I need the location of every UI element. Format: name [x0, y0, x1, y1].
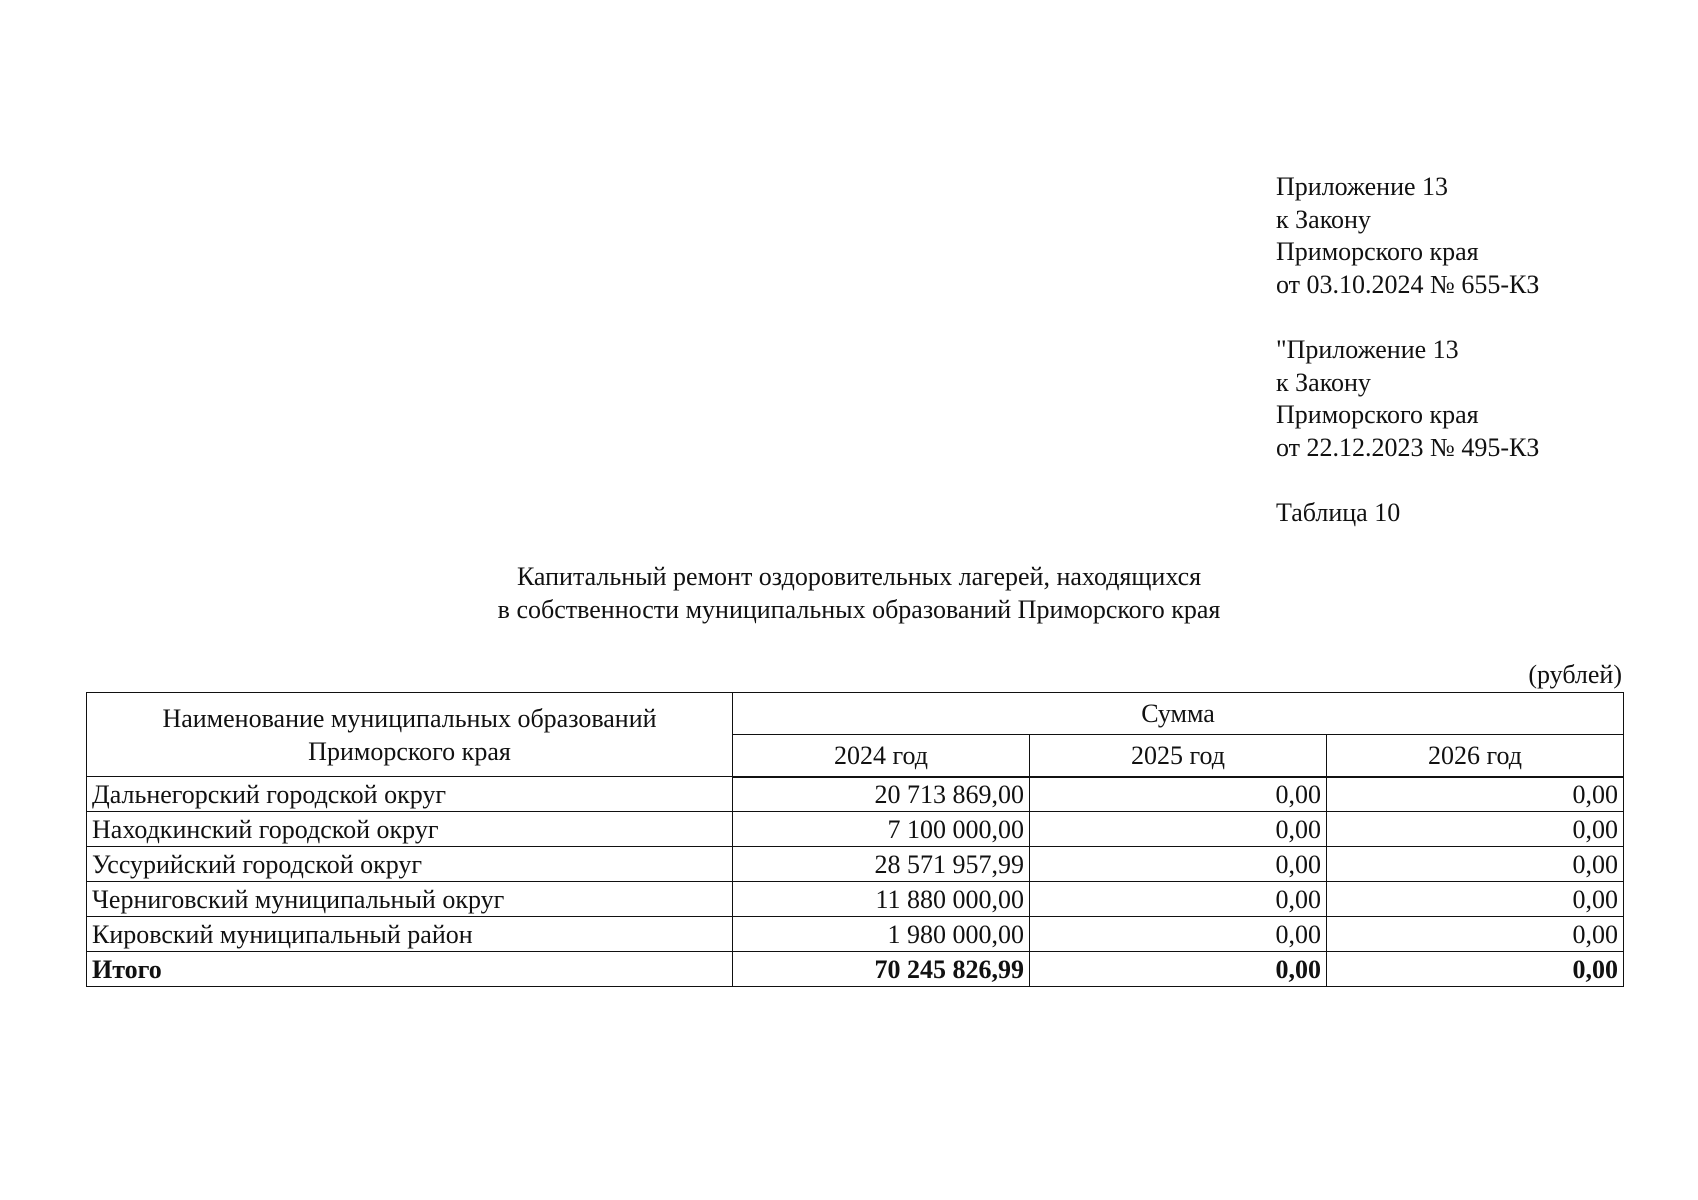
amount-2025: 0,00 — [1030, 882, 1327, 917]
table-number: Таблица 10 — [1276, 498, 1401, 527]
municipality-name: Кировский муниципальный район — [87, 917, 733, 952]
total-2024: 70 245 826,99 — [733, 952, 1030, 987]
amount-2024: 1 980 000,00 — [733, 917, 1030, 952]
header-municipality-line: Приморского края — [308, 736, 511, 766]
amount-2024: 28 571 957,99 — [733, 847, 1030, 882]
appendix-line: "Приложение 13 — [1276, 335, 1459, 364]
amount-2025: 0,00 — [1030, 847, 1327, 882]
table-header-row — [87, 693, 1624, 735]
table-row — [87, 917, 1624, 952]
header-year-2024: 2024 год — [733, 735, 1030, 777]
amount-2026: 0,00 — [1327, 812, 1624, 847]
table-row — [87, 777, 1624, 812]
header-year-2025: 2025 год — [1030, 735, 1327, 777]
appendix-line: к Закону — [1276, 367, 1371, 397]
title-line: Капитальный ремонт оздоровительных лагерей, находящихся — [516, 562, 1202, 591]
municipality-name: Находкинский городской округ — [87, 812, 733, 847]
total-2025: 0,00 — [1030, 952, 1327, 987]
appendix-line: от 03.10.2024 № 655-КЗ — [1276, 269, 1540, 299]
amount-2025: 0,00 — [1030, 917, 1327, 952]
amount-2026: 0,00 — [1327, 882, 1624, 917]
appendix-line: от 22.12.2023 № 495-КЗ — [1276, 432, 1540, 462]
amount-2025: 0,00 — [1030, 812, 1327, 847]
appendix-reference-current — [1276, 171, 1539, 301]
header-sum: Сумма — [733, 693, 1624, 735]
municipality-name: Уссурийский городской округ — [87, 847, 733, 882]
header-municipality — [87, 693, 733, 777]
document-title — [0, 560, 1698, 626]
total-2026: 0,00 — [1327, 952, 1624, 987]
table-row — [87, 882, 1624, 917]
appendix-line: Приморского края — [1276, 237, 1479, 266]
amount-2024: 20 713 869,00 — [733, 777, 1030, 812]
appendix-line: Приложение 13 — [1276, 172, 1449, 201]
amount-2024: 7 100 000,00 — [733, 812, 1030, 847]
amount-2025: 0,00 — [1030, 777, 1327, 812]
table-total-row — [87, 952, 1624, 987]
table-row — [87, 812, 1624, 847]
appendix-line: к Закону — [1276, 204, 1371, 234]
header-year-2026: 2026 год — [1327, 735, 1624, 777]
title-line: в собственности муниципальных образований Приморского края — [497, 595, 1221, 624]
amount-2026: 0,00 — [1327, 917, 1624, 952]
total-label: Итого — [87, 952, 733, 987]
header-municipality-line: Наименование муниципальных образований — [162, 703, 657, 733]
amount-2026: 0,00 — [1327, 777, 1624, 812]
amount-2024: 11 880 000,00 — [733, 882, 1030, 917]
appendix-reference-prior — [1276, 334, 1539, 464]
budget-table — [86, 692, 1624, 987]
appendix-line: Приморского края — [1276, 400, 1479, 429]
amount-2026: 0,00 — [1327, 847, 1624, 882]
municipality-name: Дальнегорский городской округ — [87, 777, 733, 812]
units-label: (рублей) — [1528, 660, 1622, 689]
table-row — [87, 847, 1624, 882]
municipality-name: Черниговский муниципальный округ — [87, 882, 733, 917]
